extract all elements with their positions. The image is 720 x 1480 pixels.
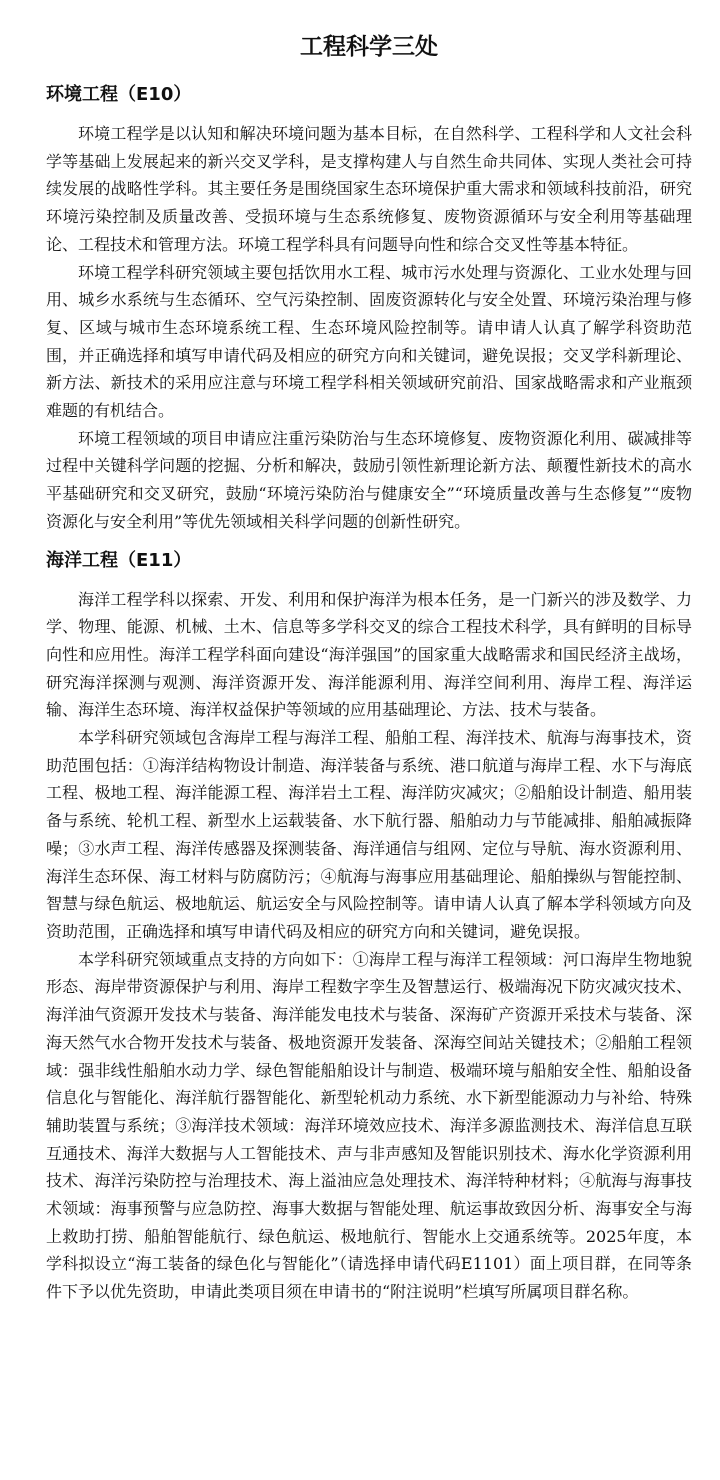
paragraph: 本学科研究领域包含海岸工程与海洋工程、船舶工程、海洋技术、航海与海事技术，资助范围包括：①海洋结构物设计制造、海洋装备与系统、港口航道与海岸工程、水下与海底工程、极地工程、海洋能源工程、海洋岩土工程、海洋防灾减灾；②船舶设计制造、船用装备与系统、轮机工程、新型水上运载装备、水下航行器、船舶动力与节能减排、船舶减振降噪；③水声工程、海洋传感器及探测装备、海洋通信与组网、定位与导航、海水资源利用、海洋生态环保、海工材料与防腐防污；④航海与海事应用基础理论、船舶操纵与智能控制、智慧与绿色航运、极地航运、航运安全与风险控制等。请申请人认真了解本学科领域方向及资助范围，正确选择和填写申请代码及相应的研究方向和关键词，避免误报。 xyxy=(46,728,692,941)
page-title: 工程科学三处 xyxy=(300,34,438,60)
section-environmental-engineering xyxy=(46,82,692,536)
section-heading: 环境工程（E10） xyxy=(46,84,192,105)
paragraph: 海洋工程学科以探索、开发、利用和保护海洋为根本任务，是一门新兴的涉及数学、力学、物理、能源、机械、土木、信息等多学科交叉的综合工程技术科学，具有鲜明的目标导向性和应用性。海洋工程学科面向建设“海洋强国”的国家重大战略需求和国民经济主战场，研究海洋探测与观测、海洋资源开发、海洋能源利用、海洋空间利用、海岸工程、海洋运输、海洋生态环境、海洋权益保护等领域的应用基础理论、方法、技术与装备。 xyxy=(46,589,692,720)
paragraph: 环境工程学科研究领域主要包括饮用水工程、城市污水处理与资源化、工业水处理与回用、城乡水系统与生态循环、空气污染控制、固废资源转化与安全处置、环境污染治理与修复、区域与城市生态环境系统工程、生态环境风险控制等。请申请人认真了解学科资助范围，并正确选择和填写申请代码及相应的研究方向和关键词，避免误报；交叉学科新理论、新方法、新技术的采用应注意与环境工程学科相关领域研究前沿、国家战略需求和产业瓶颈难题的有机结合。 xyxy=(46,262,692,421)
paragraph: 本学科研究领域重点支持的方向如下：①海岸工程与海洋工程领域：河口海岸生物地貌形态、海岸带资源保护与利用、海岸工程数字孪生及智慧运行、极端海况下防灾减灾技术、海洋油气资源开发技术与装备、海洋能发电技术与装备、深海矿产资源开采技术与装备、深海天然气水合物开发技术与装备、极地资源开发装备、深海空间站关键技术；②船舶工程领域：强非线性船舶水动力学、绿色智能船舶设计与制造、极端环境与船舶安全性、船舶设备信息化与智能化、海洋航行器智能化、新型轮机动力系统、水下新型能源动力与补给、特殊辅助装置与系统；③海洋技术领域：海洋环境效应技术、海洋多源监测技术、海洋信息互联互通技术、海洋大数据与人工智能技术、声与非声感知及智能识别技术、海水化学资源利用技术、海洋污染防控与治理技术、海上溢油应急处理技术、海洋特种材料；④航海与海事技术领域：海事预警与应急防控、海事大数据与智能处理、航运事故致因分析、海事安全与海上救助打捞、船舶智能航行、绿色航运、极地航行、智能水上交通系统等。2025年度，本学科拟设立“海工装备的绿色化与智能化”（请选择申请代码E1101）面上项目群，在同等条件下予以优先资助，申请此类项目须在申请书的“附注说明”栏填写所属项目群名称。 xyxy=(46,949,692,1302)
section-heading: 海洋工程（E11） xyxy=(46,549,192,571)
section-ocean-engineering xyxy=(46,548,692,1306)
paragraph: 环境工程学是以认知和解决环境问题为基本目标，在自然科学、工程科学和人文社会科学等基础上发展起来的新兴交叉学科，是支撑构建人与自然生命共同体、实现人类社会可持续发展的战略性学科。其主要任务是围绕国家生态环境保护重大需求和领域科技前沿，研究环境污染控制及质量改善、受损环境与生态系统修复、废物资源循环与安全利用等基础理论、工程技术和管理方法。环境工程学科具有问题导向性和综合交叉性等基本特征。 xyxy=(46,124,692,254)
paragraph: 环境工程领域的项目申请应注重污染防治与生态环境修复、废物资源化利用、碳减排等过程中关键科学问题的挖掘、分析和解决，鼓励引领性新理论新方法、颠覆性新技术的高水平基础研究和交叉研究，鼓励“环境污染防治与健康安全”“环境质量改善与生态修复”“废物资源化与安全利用”等优先领域相关科学问题的创新性研究。 xyxy=(46,428,692,531)
